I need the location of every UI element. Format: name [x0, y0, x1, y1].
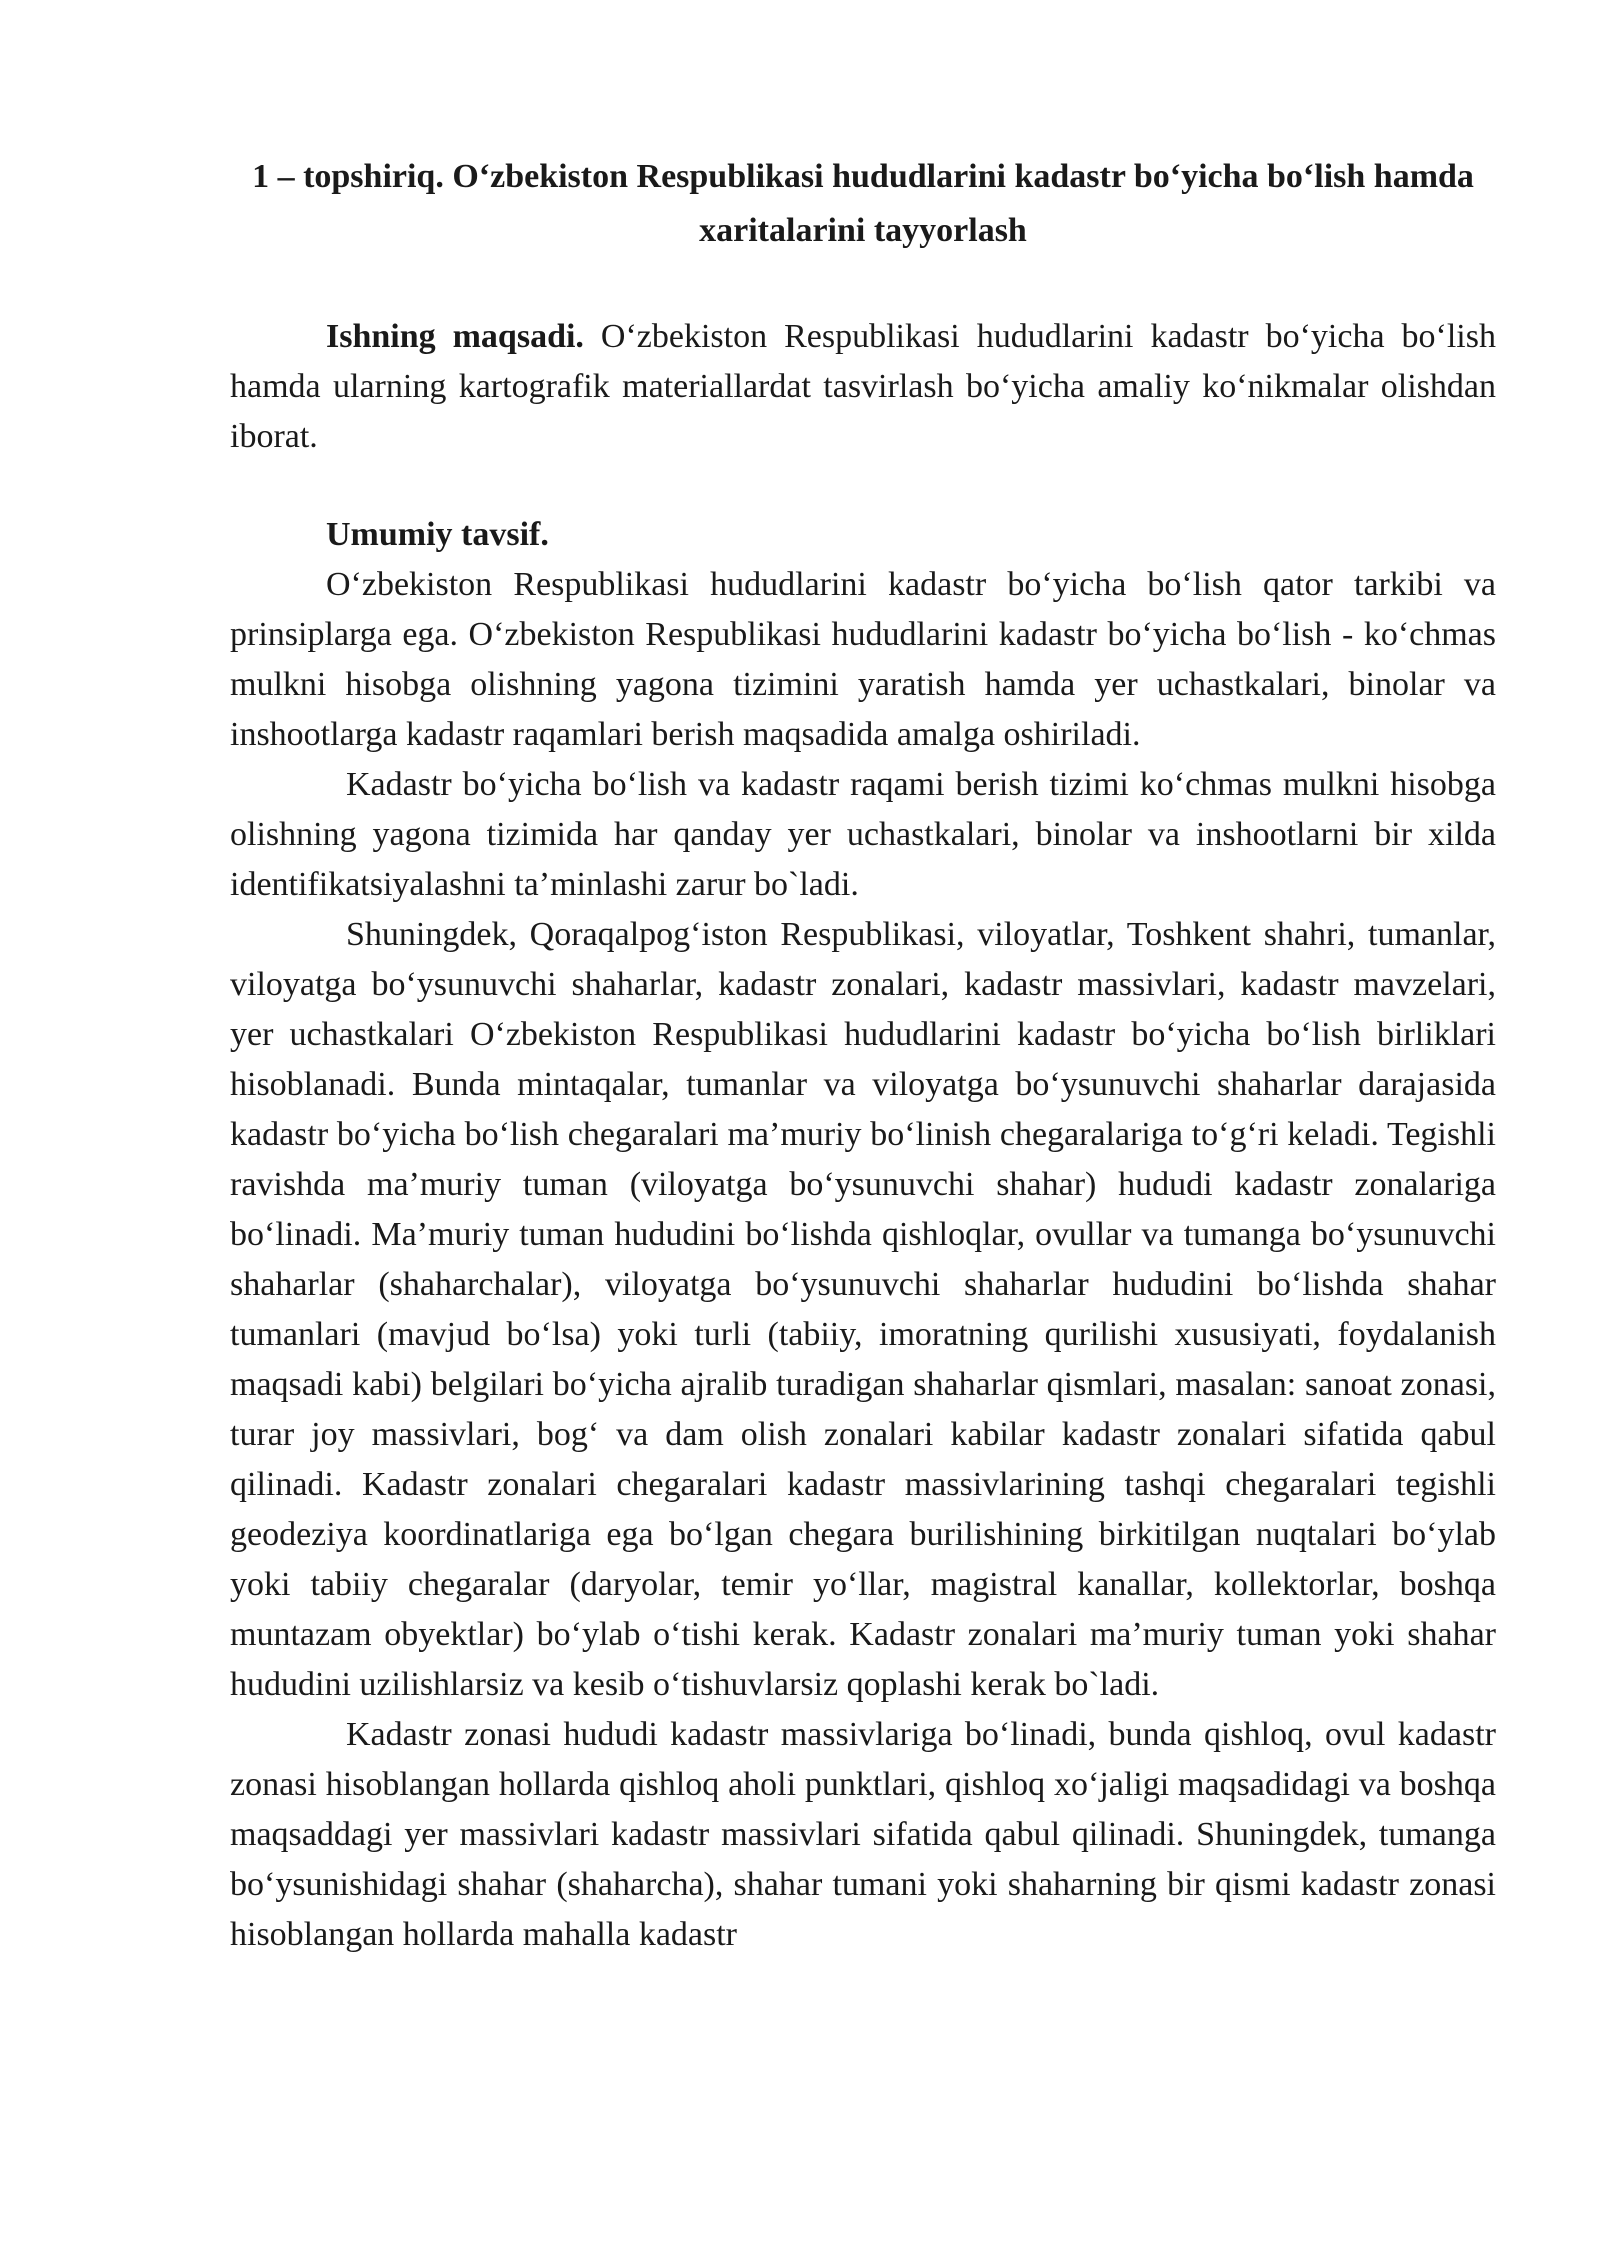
document-page: [230, 150, 1496, 1960]
purpose-text: O‘zbekiston Respublikasi hududlarini kadastr bo‘yicha bo‘lish hamda ularning kartografik materiallardat tasvirlash bo‘yicha amaliy ko‘nikmalar olishdan iborat.: [230, 318, 1496, 455]
purpose-paragraph: [230, 312, 1496, 462]
body-paragraph-4: Kadastr zonasi hududi kadastr massivlariga bo‘linadi, bunda qishloq, ovul kadastr zonasi hisoblangan hollarda qishloq aholi punktlari, qishloq xo‘jaligi maqsadidagi va boshqa maqsaddagi yer massivlari kadastr massivlari sifatida qabul qilinadi. Shuningdek, tumanga bo‘ysunishidagi shahar (shaharcha), shahar tumani yoki shaharning bir qismi kadastr zonasi hisoblangan hollarda mahalla kadastr: [230, 1716, 1496, 1953]
spacer: [230, 462, 1496, 510]
page-title: 1 – topshiriq. O‘zbekiston Respublikasi hududlarini kadastr bo‘yicha bo‘lish hamda xaritalarini tayyorlash: [252, 158, 1474, 249]
body-paragraph-3: Shuningdek, Qoraqalpog‘iston Respublikasi, viloyatlar, Toshkent shahri, tumanlar, viloyatga bo‘ysunuvchi shaharlar, kadastr zonalari, kadastr massivlari, kadastr mavzelari, yer uchastkalari O‘zbekiston Respublikasi hududlarini kadastr bo‘yicha bo‘lish birliklari hisoblanadi. Bunda mintaqalar, tumanlar va viloyatga bo‘ysunuvchi shaharlar darajasida kadastr bo‘yicha bo‘lish chegaralari ma’muriy bo‘linish chegaralariga to‘g‘ri keladi. Tegishli ravishda ma’muriy tuman (viloyatga bo‘ysunuvchi shahar) hududi kadastr zonalariga bo‘linadi. Ma’muriy tuman hududini bo‘lishda qishloqlar, ovullar va tumanga bo‘ysunuvchi shaharlar (shaharchalar), viloyatga bo‘ysunuvchi shaharlar hududini bo‘lishda shahar tumanlari (mavjud bo‘lsa) yoki turli (tabiiy, imoratning qurilishi xususiyati, foydalanish maqsadi kabi) belgilari bo‘yicha ajralib turadigan shaharlar qismlari, masalan: sanoat zonasi, turar joy massivlari, bog‘ va dam olish zonalari kabilar kadastr zonalari sifatida qabul qilinadi. Kadastr zonalari chegaralari kadastr massivlarining tashqi chegaralari tegishli geodeziya koordinatlariga ega bo‘lgan chegara burilishining birkitilgan nuqtalari bo‘ylab yoki tabiiy chegaralar (daryolar, temir yo‘llar, magistral kanallar, kollektorlar, boshqa muntazam obyektlar) bo‘ylab o‘tishi kerak. Kadastr zonalari ma’muriy tuman yoki shahar hududini uzilishlarsiz va kesib o‘tishuvlarsiz qoplashi kerak bo`ladi.: [230, 916, 1496, 1703]
spacer: [230, 258, 1496, 312]
body-paragraph-2: Kadastr bo‘yicha bo‘lish va kadastr raqami berish tizimi ko‘chmas mulkni hisobga olishning yagona tizimida har qanday yer uchastkalari, binolar va inshootlarni bir xilda identifikatsiyalashni ta’minlashi zarur bo`ladi.: [230, 766, 1496, 903]
purpose-label: Ishning maqsadi.: [326, 318, 584, 355]
body-paragraph-1: O‘zbekiston Respublikasi hududlarini kadastr bo‘yicha bo‘lish qator tarkibi va prinsiplarga ega. O‘zbekiston Respublikasi hududlarini kadastr bo‘yicha bo‘lish - ko‘chmas mulkni hisobga olishning yagona tizimini yaratish hamda yer uchastkalari, binolar va inshootlarga kadastr raqamlari berish maqsadida amalga oshiriladi.: [230, 566, 1496, 753]
section-heading: Umumiy tavsif.: [326, 516, 549, 553]
